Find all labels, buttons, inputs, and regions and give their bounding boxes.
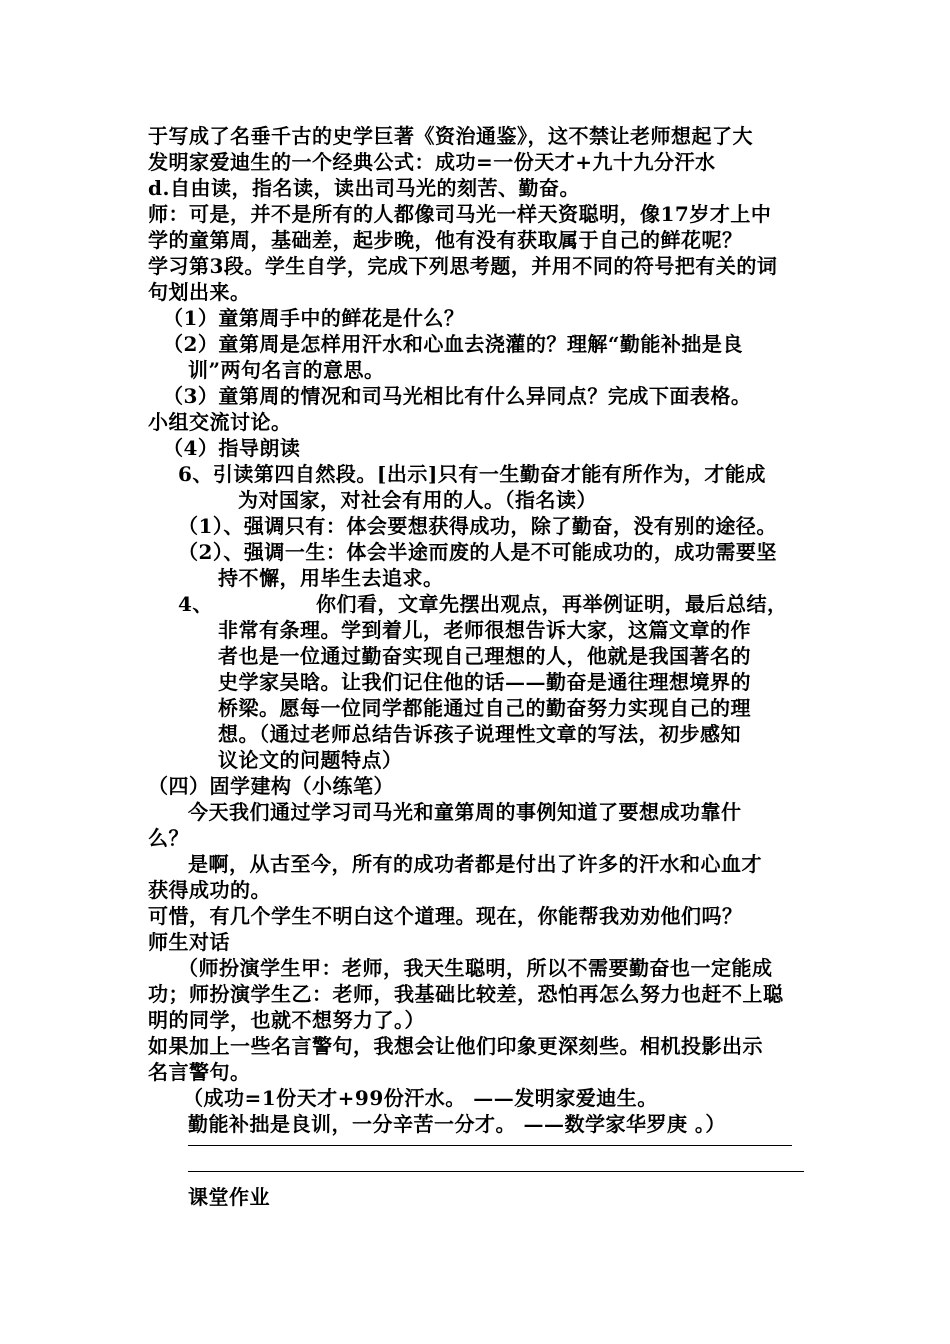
text-line: 今天我们通过学习司马光和童第周的事例知道了要想成功靠什 (188, 800, 742, 824)
text-line: 于写成了名垂千古的史学巨著《资治通鉴》，这不禁让老师想起了大 (148, 124, 753, 148)
question-item: （2）童第周是怎样用汗水和心血去浇灌的？理解“勤能补拙是良 (163, 332, 743, 356)
text-line: 为对国家，对社会有用的人。（指名读） (238, 488, 597, 512)
list-item: 6、引读第四自然段。[出示]只有一生勤奋才能有所作为，才能成 (178, 462, 766, 486)
quote-line: 勤能补拙是良训，一分辛苦一分才。 ——数学家华罗庚 。） (188, 1112, 726, 1136)
text-line: 史学家吴晗。让我们记住他的话——勤奋是通往理想境界的 (218, 670, 751, 694)
question-item: （4）指导朗读 (163, 436, 301, 460)
list-item: （1）、强调只有：体会要想获得成功，除了勤奋，没有别的途径。 (178, 514, 777, 538)
text-line: 议论文的问题特点） (218, 748, 403, 772)
text-line: 获得成功的。 (148, 878, 271, 902)
text-line: 桥梁。愿每一位同学都能通过自己的勤奋努力实现自己的理 (218, 696, 751, 720)
text-line: 持不懈，用毕生去追求。 (218, 566, 444, 590)
text-line: 师：可是，并不是所有的人都像司马光一样天资聪明，像17岁才上中 (148, 202, 772, 226)
text-line: 名言警句。 (148, 1060, 251, 1084)
divider-line (188, 1145, 792, 1146)
list-number: 4、 (178, 592, 213, 616)
question-item: （3）童第周的情况和司马光相比有什么异同点？完成下面表格。 (163, 384, 752, 408)
text-line: 如果加上一些名言警句，我想会让他们印象更深刻些。相机投影出示 (148, 1034, 763, 1058)
text-line: 小组交流讨论。 (148, 410, 292, 434)
text-line: 非常有条理。学到着儿，老师很想告诉大家，这篇文章的作 (218, 618, 751, 642)
section-heading: （四）固学建构（小练笔） (148, 774, 394, 798)
text-line: 学习第3段。学生自学，完成下列思考题，并用不同的符号把有关的词 (148, 254, 778, 278)
text-line: 学的童第周，基础差，起步晚，他有没有获取属于自己的鲜花呢？ (148, 228, 743, 252)
text-line: 是啊，从古至今，所有的成功者都是付出了许多的汗水和心血才 (188, 852, 762, 876)
text-line: 明的同学，也就不想努力了。） (148, 1008, 425, 1032)
text-line: 可惜，有几个学生不明白这个道理。现在，你能帮我劝劝他们吗？ (148, 904, 743, 928)
text-line: （师扮演学生甲：老师，我天生聪明，所以不需要勤奋也一定能成 (178, 956, 773, 980)
text-line: 训”两句名言的意思。 (188, 358, 385, 382)
text-line: 句划出来。 (148, 280, 251, 304)
text-line: 想。（通过老师总结告诉孩子说理性文章的写法，初步感知 (218, 722, 741, 746)
quote-line: （成功=1份天才+99份汗水。 ——发明家爱迪生。 (183, 1086, 658, 1110)
text-line: 者也是一位通过勤奋实现自己理想的人，他就是我国著名的 (218, 644, 751, 668)
text-line: 师生对话 (148, 930, 230, 954)
list-item: （2）、强调一生：体会半途而废的人是不可能成功的，成功需要坚 (178, 540, 777, 564)
text-line: 发明家爱迪生的一个经典公式：成功=一份天才+九十九分汗水 (148, 150, 716, 174)
text-line: d.自由读，指名读，读出司马光的刻苦、勤奋。 (148, 176, 580, 200)
text-line: 么？ (148, 826, 189, 850)
text-line: 你们看，文章先摆出观点，再举例证明，最后总结， (316, 592, 788, 616)
question-item: （1）童第周手中的鲜花是什么？ (163, 306, 465, 330)
text-line: 功；师扮演学生乙：老师，我基础比较差，恐怕再怎么努力也赶不上聪 (148, 982, 784, 1006)
homework-heading: 课堂作业 (188, 1185, 270, 1209)
divider-line (188, 1171, 804, 1172)
